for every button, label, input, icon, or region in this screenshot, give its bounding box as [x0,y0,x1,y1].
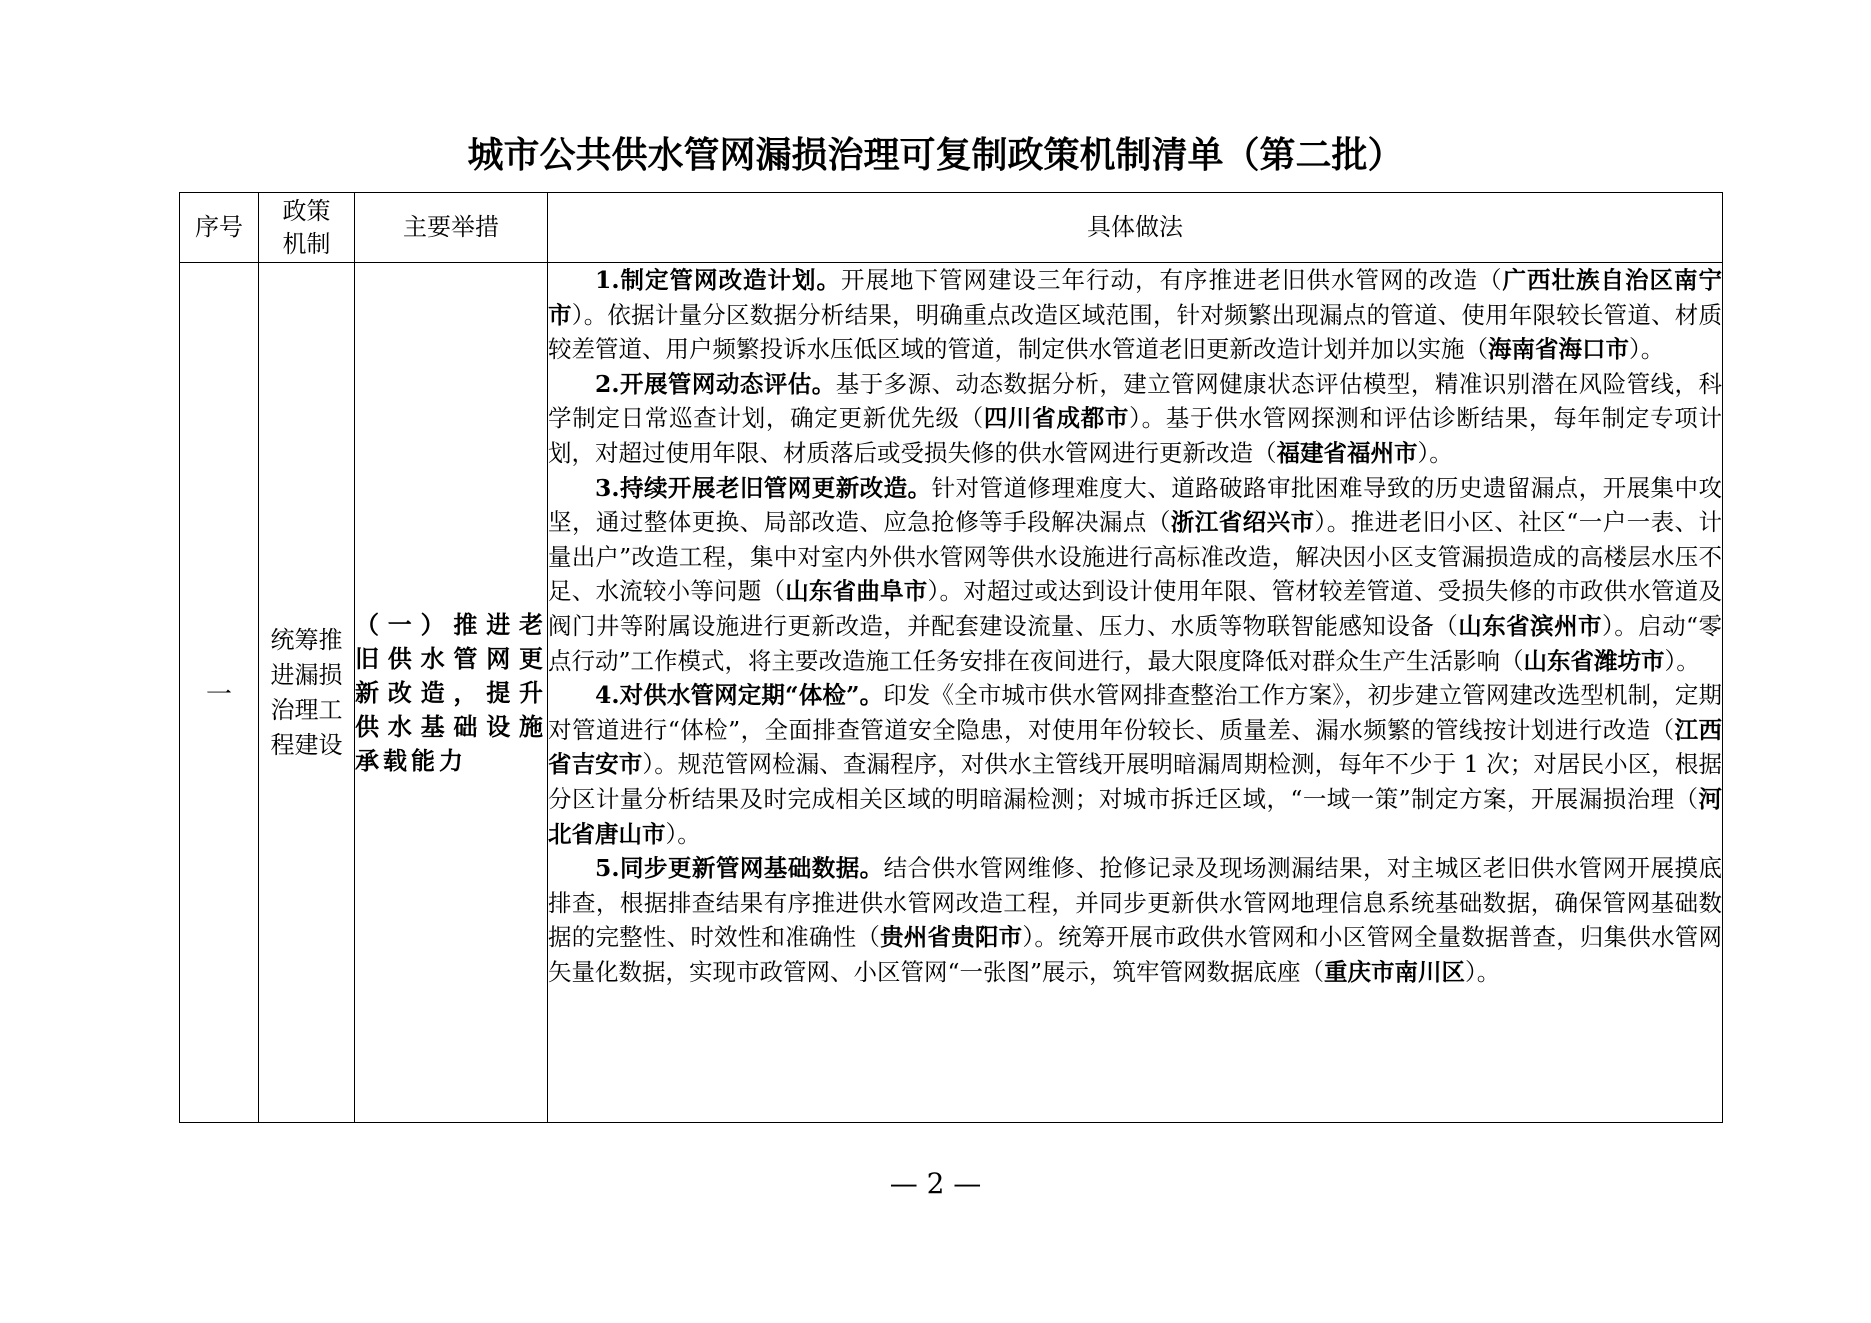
practice-text: ）。 [1417,438,1453,467]
city-name: 山东省曲阜市 [785,577,928,606]
practice-text: 结合供水管网维修、抢修记录及现场测漏结果，对主城区老旧供水管网开展摸底排查，根据排查结果有序推进供水管网改造工程，并同步更新供水管网地理信息系统基础数据，确保管网基础数据的完整性、时效性和准确性（ [548,854,1722,952]
row-seq: 一 [180,263,259,1123]
practice-1-heading: 1.制定管网改造计划。 [595,266,842,294]
practice-4-heading: 4.对供水管网定期“体检”。 [595,681,884,710]
city-name: 江西省吉安市 [548,715,1722,779]
practice-text: ）。 [1629,335,1665,364]
row-mechanism: 统筹推进漏损治理工程建设 [259,263,355,1123]
practice-1 [548,263,1722,367]
practice-text: ）。 [665,819,701,848]
table-row [180,263,1723,1123]
practice-text: ）。推进老旧小区、社区“一户一表、计量出户”改造工程，集中对室内外供水管网等供水设施进行高标准改造，解决因小区支管漏损造成的高楼层水压不足、水流较小等问题（ [548,508,1723,606]
city-name: 河北省唐山市 [548,784,1722,848]
practice-text: ）。启动“零点行动”工作模式，将主要改造施工任务安排在夜间进行，最大限度降低对群众生产生活影响（ [548,611,1723,675]
practice-3-heading: 3.持续开展老旧管网更新改造。 [595,473,932,502]
city-name: 福建省福州市 [1276,438,1418,467]
city-name: 山东省潍坊市 [1523,646,1665,675]
practice-text: 针对管道修理难度大、道路破路审批困难导致的历史遗留漏点，开展集中攻坚，通过整体更换、局部改造、应急抢修等手段解决漏点（ [548,473,1722,537]
city-name: 海南省海口市 [1488,335,1629,364]
city-name: 广西壮族自治区南宁市 [548,266,1723,329]
practice-3 [548,471,1722,679]
city-name: 四川省成都市 [983,404,1130,433]
page-number: — 2 — [889,1167,982,1200]
city-name: 山东省滨州市 [1458,611,1602,640]
practice-text: ）。基于供水管网探测和评估诊断结果，每年制定专项计划，对超过使用年限、材质落后或受损失修的供水管网进行更新改造（ [548,404,1722,467]
city-name: 浙江省绍兴市 [1170,508,1315,537]
header-measure: 主要举措 [355,193,548,263]
header-detail: 具体做法 [548,193,1723,263]
document-title: 城市公共供水管网漏损治理可复制政策机制清单（第二批） [467,134,1404,176]
practice-text: ）。 [1465,957,1501,986]
header-mechanism-label: 政策机制 [282,196,331,258]
header-mechanism [259,193,355,263]
practice-text: 基于多源、动态数据分析，建立管网健康状态评估模型，精准识别潜在风险管线，科学制定日常巡查计划，确定更新优先级（ [548,369,1722,433]
practice-text: ）。统筹开展市政供水管网和小区管网全量数据普查，归集供水管网矢量化数据，实现市政管网、小区管网“一张图”展示，筑牢管网数据底座（ [548,923,1723,986]
city-name: 重庆市南川区 [1324,957,1466,986]
practice-text: ）。对超过或达到设计使用年限、管材较差管道、受损失修的市政供水管道及阀门井等附属设施进行更新改造，并配套建设流量、压力、水质等物联智能感知设备（ [548,577,1723,640]
row-detail [548,263,1723,1123]
practice-4 [548,678,1722,851]
header-seq: 序号 [180,193,259,263]
practice-text: ）。依据计量分区数据分析结果，明确重点改造区域范围，针对频繁出现漏点的管道、使用年限较长管道、材质较差管道、用户频繁投诉水压低区域的管道，制定供水管道老旧更新改造计划并加以实施（ [548,300,1723,364]
practice-5 [548,851,1722,989]
practice-text: 印发《全市城市供水管网排查整治工作方案》，初步建立管网建改选型机制，定期对管道进行“体检”，全面排查管道安全隐患，对使用年份较长、质量差、漏水频繁的管线按计划进行改造（ [548,681,1722,744]
row-measure: （一）推进老旧供水管网更新改造，提升供水基础设施承载能力 [355,263,548,1123]
practice-2 [548,367,1722,471]
practice-text: ）。规范管网检漏、查漏程序，对供水主管线开展明暗漏周期检测，每年不少于 1 次；对居民小区，根据分区计量分析结果及时完成相关区域的明暗漏检测；对城市拆迁区域，“一域一策”制定方案，开展漏损治理（ [548,750,1723,813]
table-header-row [180,193,1723,263]
policy-table [179,192,1723,1123]
practice-2-heading: 2.开展管网动态评估。 [595,369,836,398]
practice-text: ）。 [1664,646,1700,675]
city-name: 贵州省贵阳市 [880,923,1023,952]
practice-text: 开展地下管网建设三年行动，有序推进老旧供水管网的改造（ [841,266,1503,294]
practice-5-heading: 5.同步更新管网基础数据。 [595,854,884,883]
